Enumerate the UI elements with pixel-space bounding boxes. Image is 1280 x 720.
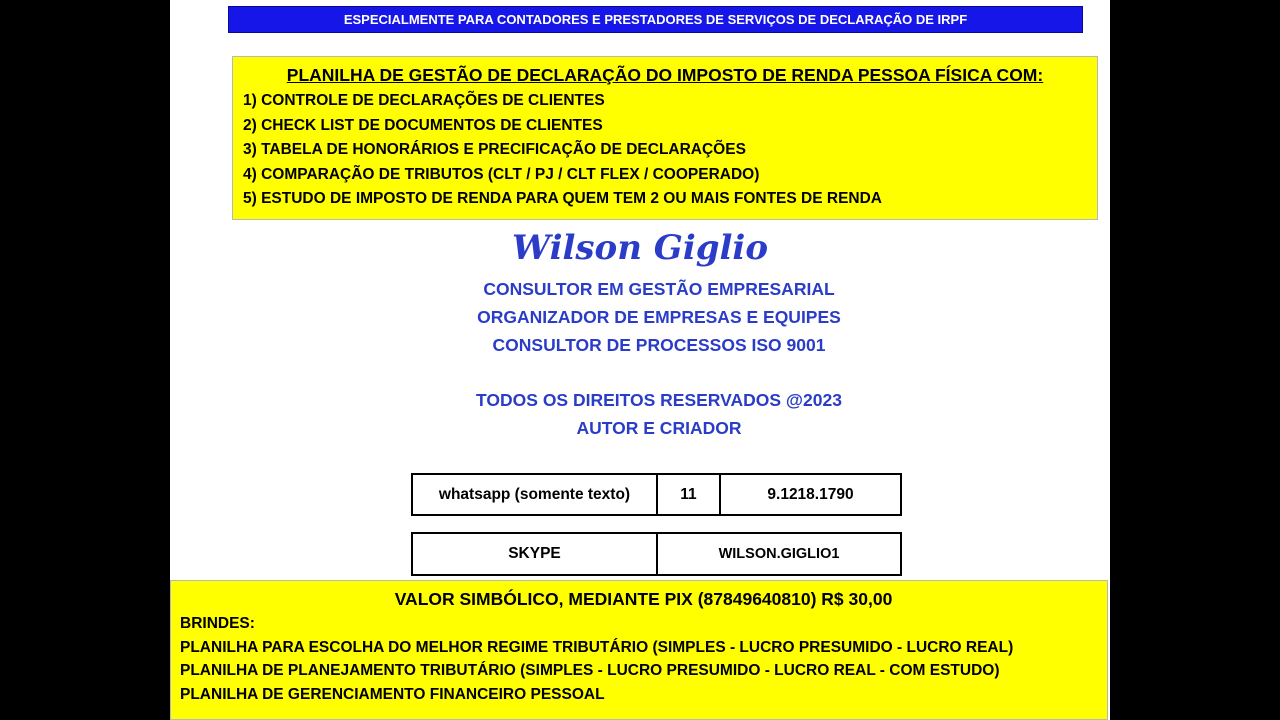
whatsapp-number: 9.1218.1790 <box>720 474 901 515</box>
gifts-label: BRINDES: <box>180 615 255 632</box>
skype-table <box>411 532 902 576</box>
feature-item: 4) COMPARAÇÃO DE TRIBUTOS (CLT / PJ / CLT FLEX / COOPERADO) <box>243 165 760 183</box>
author-role: ORGANIZADOR DE EMPRESAS E EQUIPES <box>477 307 841 327</box>
skype-label: SKYPE <box>412 533 657 575</box>
author-role: CONSULTOR EM GESTÃO EMPRESARIAL <box>483 279 835 299</box>
feature-item: 3) TABELA DE HONORÁRIOS E PRECIFICAÇÃO DE DECLARAÇÕES <box>243 141 746 159</box>
gift-item: PLANILHA PARA ESCOLHA DO MELHOR REGIME TRIBUTÁRIO (SIMPLES - LUCRO PRESUMIDO - LUCRO REAL) <box>180 638 1014 656</box>
document-sheet <box>170 0 1110 720</box>
table-row <box>412 533 901 575</box>
feature-item: 5) ESTUDO DE IMPOSTO DE RENDA PARA QUEM TEM 2 OU MAIS FONTES DE RENDA <box>243 190 882 208</box>
feature-item: 1) CONTROLE DE DECLARAÇÕES DE CLIENTES <box>243 92 605 109</box>
author-signature: Wilson Giglio <box>511 228 769 268</box>
top-banner <box>228 6 1083 33</box>
gift-item: PLANILHA DE GERENCIAMENTO FINANCEIRO PESSOAL <box>180 685 605 703</box>
rights-text: TODOS OS DIREITOS RESERVADOS @2023 <box>476 390 842 410</box>
skype-id: WILSON.GIGLIO1 <box>657 533 901 575</box>
price-line: VALOR SIMBÓLICO, MEDIANTE PIX (87849640810) R$ 30,00 <box>394 589 893 609</box>
gift-item: PLANILHA DE PLANEJAMENTO TRIBUTÁRIO (SIMPLES - LUCRO PRESUMIDO - LUCRO REAL - COM ESTUDO) <box>180 662 1000 680</box>
whatsapp-table <box>411 473 902 516</box>
author-role: CONSULTOR DE PROCESSOS ISO 9001 <box>492 335 826 355</box>
top-banner-text: ESPECIALMENTE PARA CONTADORES E PRESTADORES DE SERVIÇOS DE DECLARAÇÃO DE IRPF <box>343 12 968 27</box>
author-credit: AUTOR E CRIADOR <box>576 418 742 438</box>
whatsapp-area-code: 11 <box>657 474 720 515</box>
offer-box <box>170 580 1108 720</box>
table-row <box>412 474 901 515</box>
features-heading: PLANILHA DE GESTÃO DE DECLARAÇÃO DO IMPOSTO DE RENDA PESSOA FÍSICA COM: <box>286 65 1044 85</box>
features-box <box>232 56 1098 220</box>
feature-item: 2) CHECK LIST DE DOCUMENTOS DE CLIENTES <box>243 116 603 134</box>
whatsapp-label: whatsapp (somente texto) <box>412 474 657 515</box>
